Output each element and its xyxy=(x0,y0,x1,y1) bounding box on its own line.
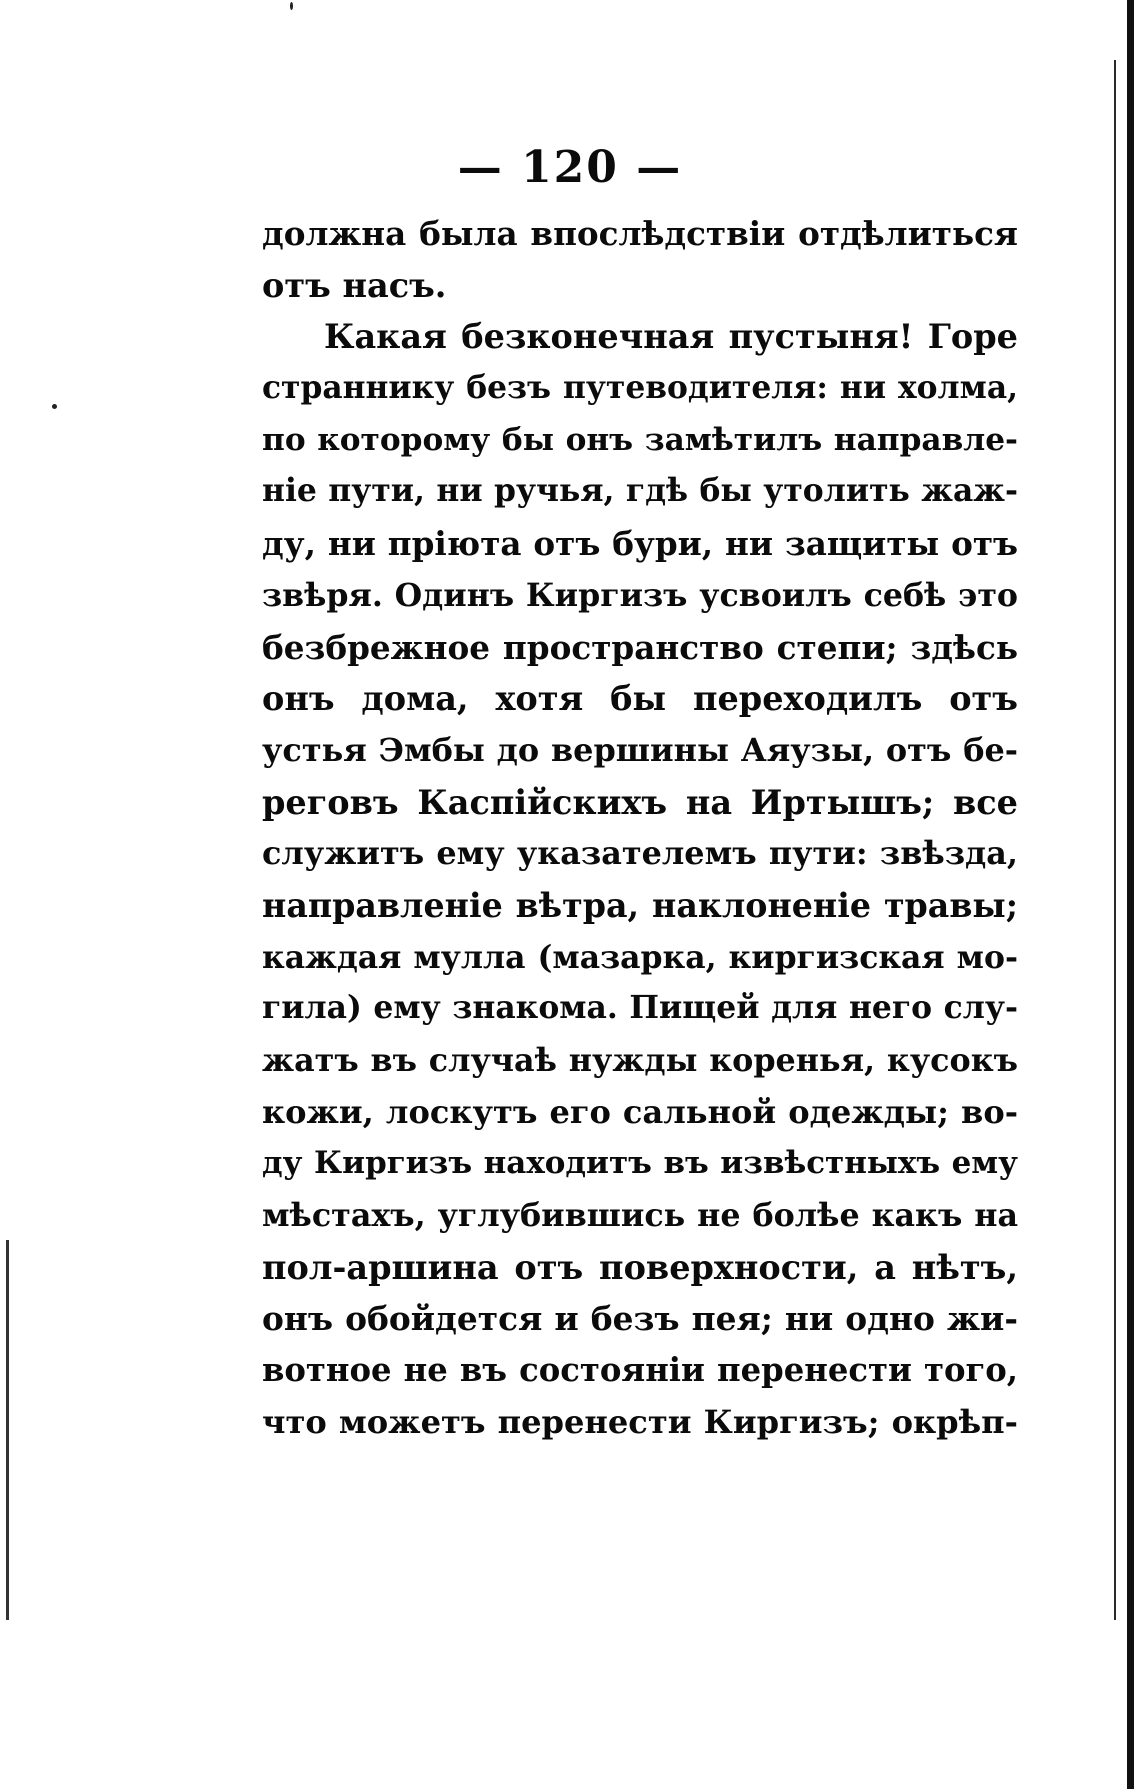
ink-speck xyxy=(52,404,57,409)
text-line: устья Эмбы до вершины Аяузы, отъ бе- xyxy=(262,730,1018,769)
body-text xyxy=(262,208,1018,1449)
page-number: — 120 — xyxy=(457,142,683,193)
scan-edge-right xyxy=(1127,0,1134,1789)
text-line: вотное не въ состояніи перенести того, xyxy=(262,1351,1018,1390)
text-line: должна была впослѣдствіи отдѣлиться xyxy=(262,214,1018,253)
text-line: служитъ ему указателемъ пути: звѣзда, xyxy=(262,834,1018,873)
text-line: что можетъ перенести Киргизъ; окрѣп- xyxy=(262,1402,1018,1441)
text-line: Какая безконечная пустыня! Горе xyxy=(324,317,1018,357)
text-line: направленіе вѣтра, наклоненіе травы; xyxy=(262,885,1018,925)
text-line: по которому бы онъ замѣтилъ направле- xyxy=(262,421,1018,458)
text-line: безбрежное пространство степи; здѣсь xyxy=(262,627,1018,667)
text-line: онъ обойдется и безъ пея; ни одно жи- xyxy=(262,1299,1018,1339)
text-line: звѣря. Одинъ Киргизъ усвоилъ себѣ это xyxy=(262,576,1018,614)
text-line: мѣстахъ, углубившись не болѣе какъ на xyxy=(262,1197,1018,1235)
text-line: ніе пути, ни ручья, гдѣ бы утолить жаж- xyxy=(262,473,1018,510)
scan-edge-left xyxy=(6,1240,9,1620)
text-line: каждая мулла (мазарка, киргизская мо- xyxy=(262,938,1018,976)
ink-speck xyxy=(290,2,293,10)
scan-edge-line xyxy=(1114,60,1116,1620)
text-line: страннику безъ путеводителя: ни холма, xyxy=(262,370,1018,407)
text-line: гила) ему знакома. Пищей для него слу- xyxy=(262,990,1018,1027)
text-line: кожи, лоскутъ его сальной одежды; во- xyxy=(262,1092,1018,1131)
text-line: отъ насъ. xyxy=(262,265,447,305)
text-line: ду Киргизъ находитъ въ извѣстныхъ ему xyxy=(262,1145,1018,1182)
text-line: жатъ въ случаѣ нужды коренья, кусокъ xyxy=(262,1042,1018,1079)
text-line: пол-аршина отъ поверхности, а нѣтъ, xyxy=(262,1247,1018,1287)
text-line: онъ дома, хотя бы переходилъ отъ xyxy=(262,679,1018,719)
text-line: ду, ни пріюта отъ бури, ни защиты отъ xyxy=(262,524,1018,564)
text-line: реговъ Каспійскихъ на Иртышъ; все xyxy=(262,782,1018,822)
